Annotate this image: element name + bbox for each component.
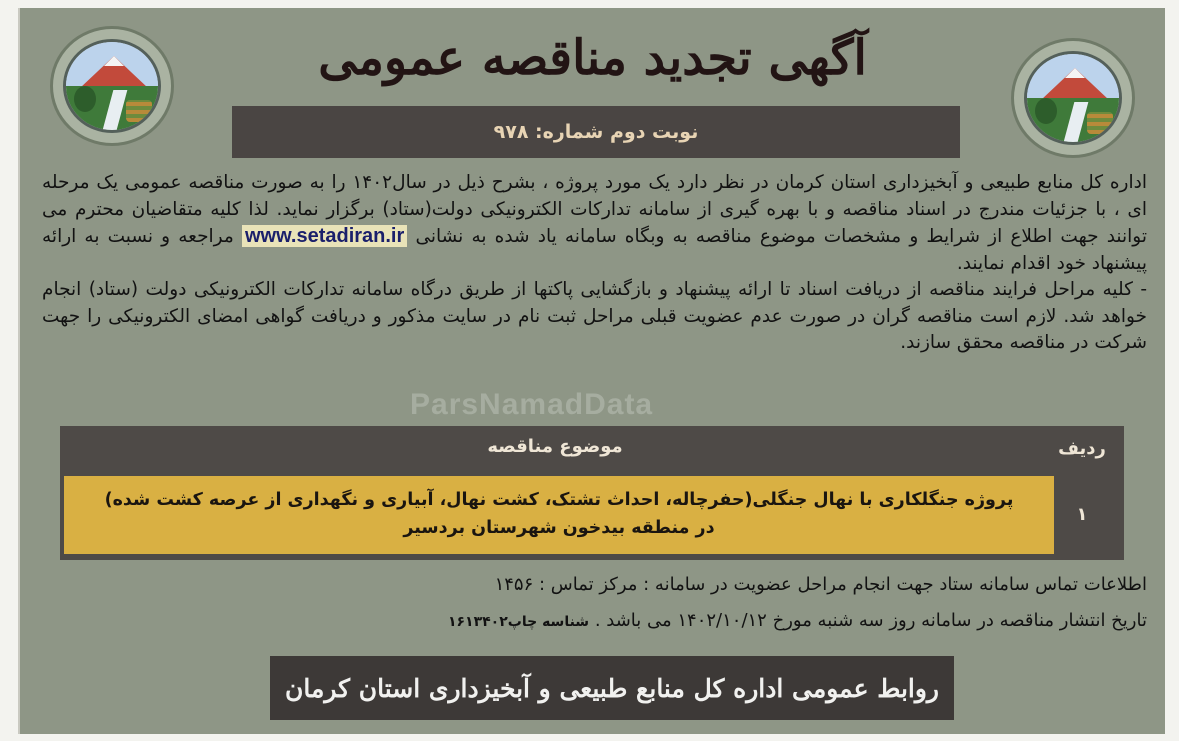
contact-info: اطلاعات تماس سامانه ستاد جهت انجام مراحل عضویت در سامانه : مرکز تماس : ۱۴۵۶	[494, 574, 1147, 595]
body-text-intro: اداره کل منابع طبیعی و آبخیزداری استان کرمان در نظر دارد یک مورد پروژه ، بشرح ذیل در سال۱۴۰۲ را به صورت مناقصه عمومی یک مرحله ای ، با جزئیات مندرج در اسناد مناقصه و با بهره گیری از سامانه تدارکات الکترونیکی دولت(ستاد) برگزار نماید. لذا کلیه متقاضیان محترم می توانند جهت اطلاع از شرایط و مشخصات موضوع مناقصه به وبگاه سامانه یاد شده به نشانی	[42, 172, 1148, 247]
body-paragraph-1	[42, 170, 1147, 277]
notice-title: آگهی تجدید مناقصه عمومی	[318, 30, 867, 86]
body-text-after-url: مراجعه و نسبت به ارائه پیشنهاد خود اقدام نمایند.	[42, 226, 1147, 274]
subject-line-1: پروژه جنگلکاری با نهال جنگلی(حفرچاله، احداث تشتک، کشت نهال، آبیاری و نگهداری از عرصه کشت شده)	[104, 490, 1014, 510]
table-cell-subject	[64, 476, 1054, 554]
table-header-subject: موضوع مناقصه	[487, 436, 623, 457]
publish-date: تاریخ انتشار مناقصه در سامانه روز سه شنبه مورخ ۱۴۰۲/۱۰/۱۲ می باشد .	[594, 610, 1147, 631]
table-cell-row-number: ۱	[1076, 504, 1088, 525]
newspaper-ad	[18, 8, 1165, 734]
tender-table	[60, 426, 1124, 560]
table-header-row: ردیف	[1058, 438, 1106, 459]
print-id: شناسه چاپ۱۶۱۳۴۰۲	[447, 614, 590, 630]
subject-line-2: در منطقه بیدخون شهرستان بردسیر	[403, 518, 715, 538]
body-paragraph-2: - کلیه مراحل فرایند مناقصه از دریافت اسناد تا ارائه پیشنهاد و بازگشایی پاکتها از طریق درگاه سامانه تدارکات الکترونیکی دولت (ستاد) انجام خواهد شد. لازم است مناقصه گران در صورت عدم عضویت قبلی مراحل ثبت نام در سایت مذکور و دریافت گواهی امضای الکترونیکی را جهت شرکت در مناقصه محقق سازند.	[42, 279, 1147, 353]
notice-body	[42, 170, 1147, 357]
publish-info	[42, 610, 1147, 631]
watermark: ParsNamadData	[410, 388, 654, 421]
website-link[interactable]: www.setadiran.ir	[242, 225, 407, 247]
footer-signature: روابط عمومی اداره کل منابع طبیعی و آبخیزداری استان کرمان	[270, 656, 954, 720]
notice-subtitle: نوبت دوم شماره: ۹۷۸	[232, 106, 960, 158]
